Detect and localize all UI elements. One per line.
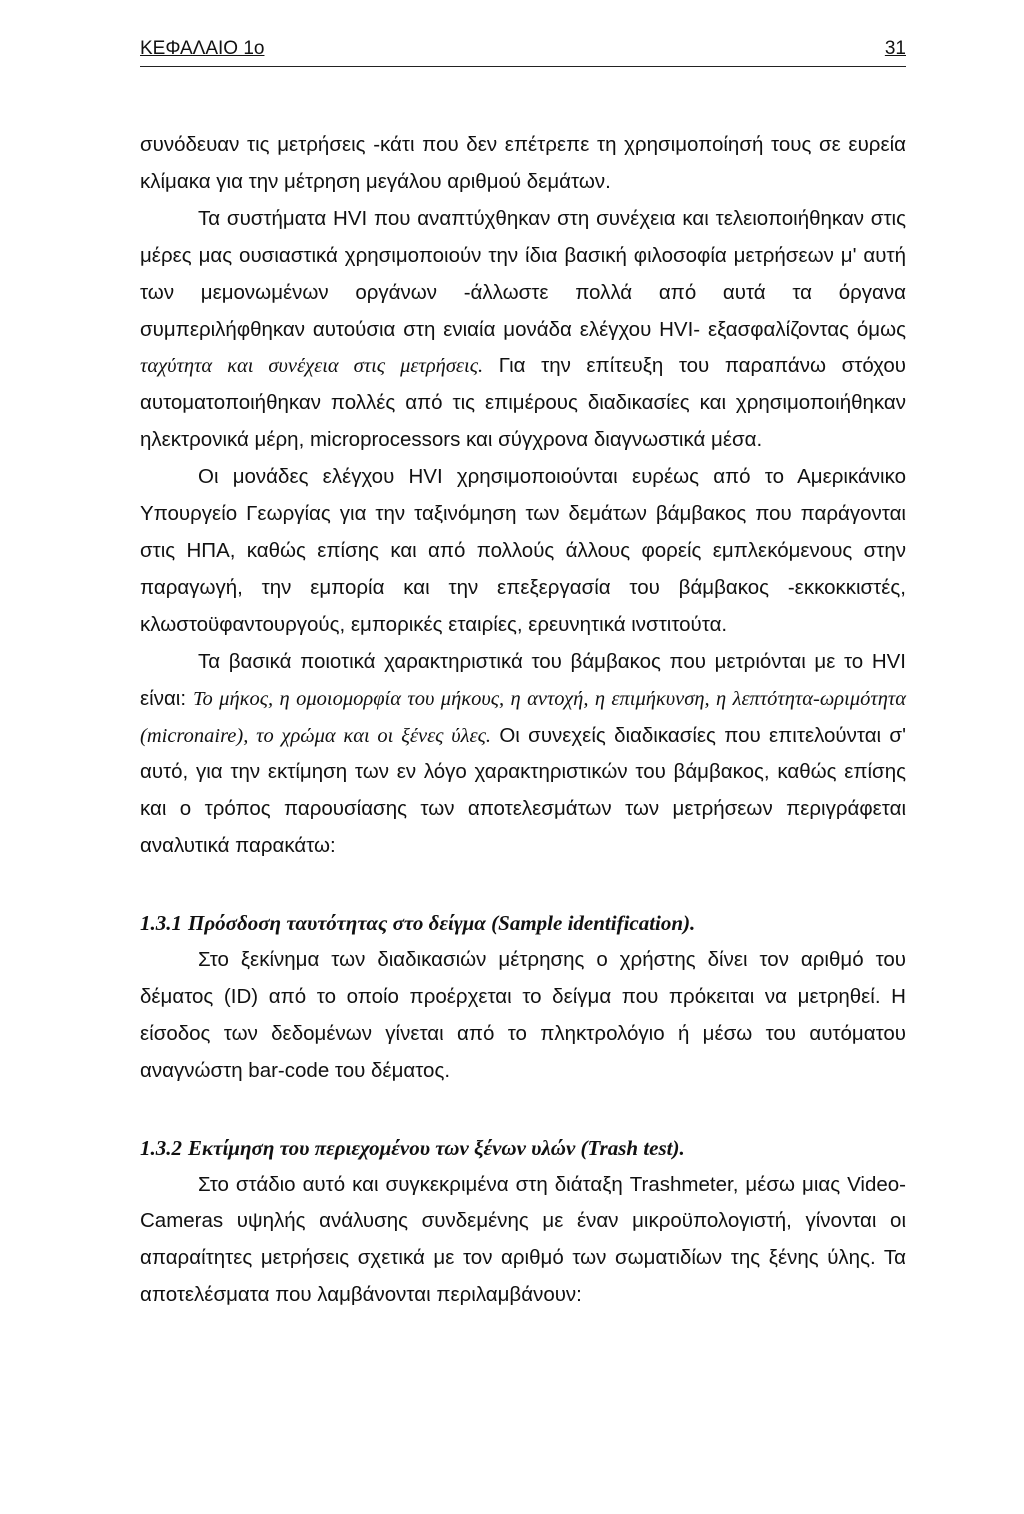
- paragraph-2-text-b: Για την επίτευξη του παραπάνω στόχου αυτοματοποιήθηκαν πολλές από τις επιμέρους διαδικασίες και χρησιμοποιήθηκαν ηλεκτρονικά μέρη, microprocessors και σύγχρονα διαγνωστικά μέσα.: [140, 354, 906, 452]
- running-header: [140, 36, 906, 67]
- paragraph-4-text-a: Τα βασικά ποιοτικά χαρακτηριστικά του βάμβακος που μετριόνται με το HVI είναι:: [140, 649, 906, 710]
- section-number: 1.3.2: [140, 1135, 182, 1160]
- section-number: 1.3.1: [140, 911, 182, 936]
- page-number: 31: [884, 38, 906, 59]
- paragraph-4-emphasis: Το μήκος, η ομοιομορφία του μήκους, η αντοχή, η επιμήκυνση, η λεπτότητα-ωριμότητα (micronaire), το χρώμα και οι ξένες ύλες.: [140, 687, 906, 747]
- paragraph-1: συνόδευαν τις μετρήσεις -κάτι που δεν επέτρεπε τη χρησιμοποίησή τους σε ευρεία κλίμακα για την μέτρηση μεγάλου αριθμού δεμάτων.: [140, 133, 906, 193]
- section-heading-1-3-1: [140, 905, 906, 942]
- document-page: [140, 36, 906, 1314]
- section-1-3-1-text: Στο ξεκίνημα των διαδικασιών μέτρησης ο χρήστης δίνει τον αριθμό του δέματος (ID) από το οποίο προέρχεται το δείγμα που πρόκειται να μετρηθεί. Η είσοδος των δεδομένων γίνεται από το πληκτρολόγιο ή μέσω του αυτόματου αναγνώστη bar-code του δέματος.: [140, 948, 906, 1082]
- paragraph-3: Οι μονάδες ελέγχου HVI χρησιμοποιούνται ευρέως από το Αμερικάνικο Υπουργείο Γεωργίας για την ταξινόμηση των δεμάτων βάμβακος που παράγονται στις ΗΠΑ, καθώς επίσης και από πολλούς άλλους φορείς εμπλεκόμενους στην παραγωγή, την εμπορία και την επεξεργασία του βάμβακος -εκκοκκιστές, κλωστοϋφαντουργούς, εμπορικές εταιρίες, ερευνητικά ινστιτούτα.: [140, 465, 906, 636]
- section-heading-1-3-2: [140, 1130, 906, 1167]
- paragraph-2-emphasis: ταχύτητα και συνέχεια στις μετρήσεις.: [140, 355, 484, 378]
- paragraph-4: [140, 644, 906, 865]
- section-1-3-2-text: Στο στάδιο αυτό και συγκεκριμένα στη διάταξη Trashmeter, μέσω μιας Video-Cameras υψηλής ανάλυσης συνδεμένης με έναν μικροϋπολογιστή, γίνονται οι απαραίτητες μετρήσεις σχετικά με τον αριθμό των σωματιδίων της ξένης ύλης. Τα αποτελέσματα που λαμβάνονται περιλαμβάνουν:: [140, 1172, 906, 1307]
- body-text: [140, 127, 906, 1314]
- paragraph-4-text-b: Οι συνεχείς διαδικασίες που επιτελούνται σ' αυτό, για την εκτίμηση των εν λόγο χαρακτηριστικών του βάμβακος, καθώς επίσης και ο τρόπος παρουσίασης των αποτελεσμάτων των μετρήσεων περιγράφεται αναλυτικά παρακάτω:: [140, 723, 906, 858]
- paragraph-2-text-a: Τα συστήματα HVI που αναπτύχθηκαν στη συνέχεια και τελειοποιήθηκαν στις μέρες μας ουσιαστικά χρησιμοποιούν την ίδια βασική φιλοσοφία μετρήσεων μ' αυτή των μεμονωμένων οργάνων -άλλωστε πολλά από αυτά τα όργανα συμπεριλήφθηκαν αυτούσια στη ενιαία μονάδα ελέγχου HVI- εξασφαλίζοντας όμως: [140, 206, 906, 341]
- chapter-label: ΚΕΦΑΛΑΙΟ 1ο: [140, 38, 265, 59]
- paragraph-2: [140, 201, 906, 459]
- section-title: Εκτίμηση του περιεχομένου των ξένων υλών (Trash test).: [188, 1135, 685, 1160]
- section-title: Πρόσδοση ταυτότητας στο δείγμα (Sample identification).: [188, 911, 696, 936]
